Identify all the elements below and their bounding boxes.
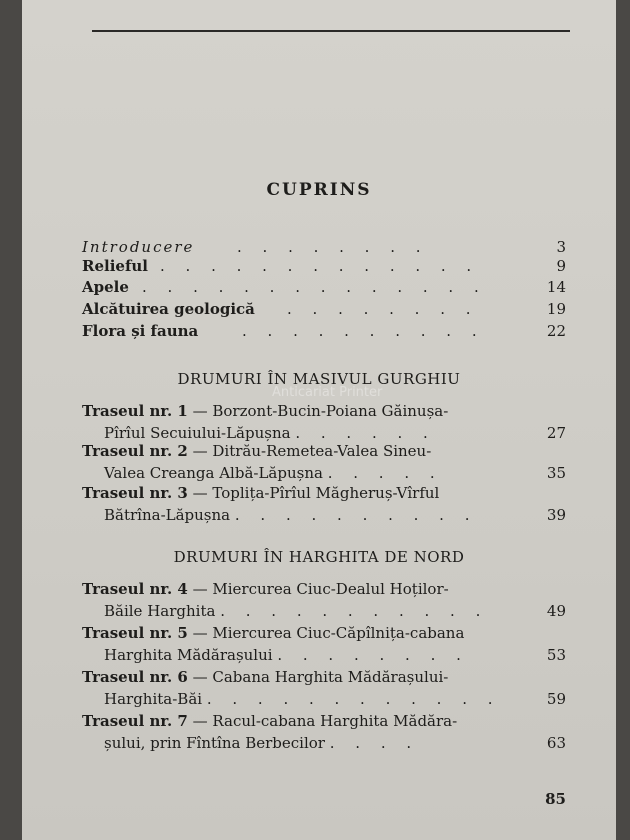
toc-label: Apele bbox=[82, 278, 129, 296]
top-rule bbox=[92, 30, 570, 32]
leader-dots: . . . . . . . . . . . . . . bbox=[142, 278, 487, 296]
toc-label: Introducere bbox=[82, 238, 195, 256]
route-entry-3 bbox=[82, 484, 566, 524]
route-line2: Pîrîul Secuiului-Lăpușna bbox=[104, 424, 291, 442]
toc-page: 9 bbox=[556, 257, 566, 275]
toc-row-alcatuirea bbox=[82, 300, 566, 322]
book-page bbox=[22, 0, 616, 840]
leader-dots: . . . . bbox=[329, 734, 420, 752]
route-number: Traseul nr. 2 bbox=[82, 442, 188, 460]
toc-row-flora bbox=[82, 322, 566, 344]
route-entry-6 bbox=[82, 668, 566, 708]
route-entry-5 bbox=[82, 624, 566, 664]
leader-dots: . . . . . . . . bbox=[277, 646, 469, 664]
route-line1: — Ditrău-Remetea-Valea Sineu- bbox=[192, 442, 432, 460]
route-entry-7 bbox=[82, 712, 566, 752]
toc-page: 22 bbox=[546, 322, 566, 340]
route-number: Traseul nr. 1 bbox=[82, 402, 188, 420]
page-title: CUPRINS bbox=[266, 180, 372, 200]
route-entry-1 bbox=[82, 402, 566, 442]
route-line1: — Cabana Harghita Mădărașului- bbox=[192, 668, 449, 686]
leader-dots: . . . . . . . . . . bbox=[234, 506, 478, 524]
route-page: 39 bbox=[546, 506, 566, 524]
page-number: 85 bbox=[545, 790, 566, 808]
route-line2: Bătrîna-Lăpușna bbox=[104, 506, 231, 524]
route-line1: — Borzont-Bucin-Poiana Găinușa- bbox=[192, 402, 449, 420]
route-entry-4 bbox=[82, 580, 566, 620]
leader-dots: . . . . . . . . bbox=[237, 238, 429, 256]
route-line1: — Toplița-Pîrîul Măgheruș-Vîrful bbox=[192, 484, 440, 502]
route-line1: — Miercurea Ciuc-Căpîlnița-cabana bbox=[192, 624, 465, 642]
leader-dots: . . . . . . . . . . . . bbox=[206, 690, 501, 708]
route-entry-2 bbox=[82, 442, 566, 482]
leader-dots: . . . . . . bbox=[295, 424, 436, 442]
route-line1: — Miercurea Ciuc-Dealul Hoților- bbox=[192, 580, 449, 598]
route-line2: Valea Creanga Albă-Lăpușna bbox=[104, 464, 323, 482]
route-page: 49 bbox=[546, 602, 566, 620]
leader-dots: . . . . . . . . bbox=[287, 300, 479, 318]
leader-dots: . . . . . bbox=[327, 464, 443, 482]
toc-page: 3 bbox=[556, 238, 566, 256]
section-heading-gurghiu: DRUMURI ÎN MASIVUL GURGHIU bbox=[177, 370, 461, 388]
route-page: 53 bbox=[546, 646, 566, 664]
route-line2: Harghita-Băi bbox=[104, 690, 203, 708]
toc-label: Relieful bbox=[82, 257, 149, 275]
route-line1: — Racul-cabana Harghita Mădăra- bbox=[192, 712, 458, 730]
route-line2: Băile Harghita bbox=[104, 602, 216, 620]
route-number: Traseul nr. 7 bbox=[82, 712, 188, 730]
toc-label: Alcătuirea geologică bbox=[82, 300, 255, 318]
toc-page: 14 bbox=[546, 278, 566, 296]
route-number: Traseul nr. 3 bbox=[82, 484, 188, 502]
toc-row-relieful bbox=[82, 257, 566, 279]
leader-dots: . . . . . . . . . . . bbox=[220, 602, 489, 620]
route-page: 27 bbox=[546, 424, 566, 442]
route-page: 59 bbox=[546, 690, 566, 708]
route-page: 63 bbox=[546, 734, 566, 752]
leader-dots: . . . . . . . . . . bbox=[242, 322, 485, 340]
toc-row-apele bbox=[82, 278, 566, 300]
route-line2: șului, prin Fîntîna Berbecilor bbox=[104, 734, 325, 752]
route-page: 35 bbox=[546, 464, 566, 482]
toc-page: 19 bbox=[546, 300, 566, 318]
route-number: Traseul nr. 4 bbox=[82, 580, 188, 598]
watermark: Anticariat Printer bbox=[272, 385, 383, 400]
route-number: Traseul nr. 6 bbox=[82, 668, 188, 686]
route-number: Traseul nr. 5 bbox=[82, 624, 188, 642]
toc-label: Flora și fauna bbox=[82, 322, 199, 340]
leader-dots: . . . . . . . . . . . . . bbox=[160, 257, 480, 275]
route-line2: Harghita Mădărașului bbox=[104, 646, 273, 664]
section-heading-harghita: DRUMURI ÎN HARGHITA DE NORD bbox=[173, 548, 465, 566]
